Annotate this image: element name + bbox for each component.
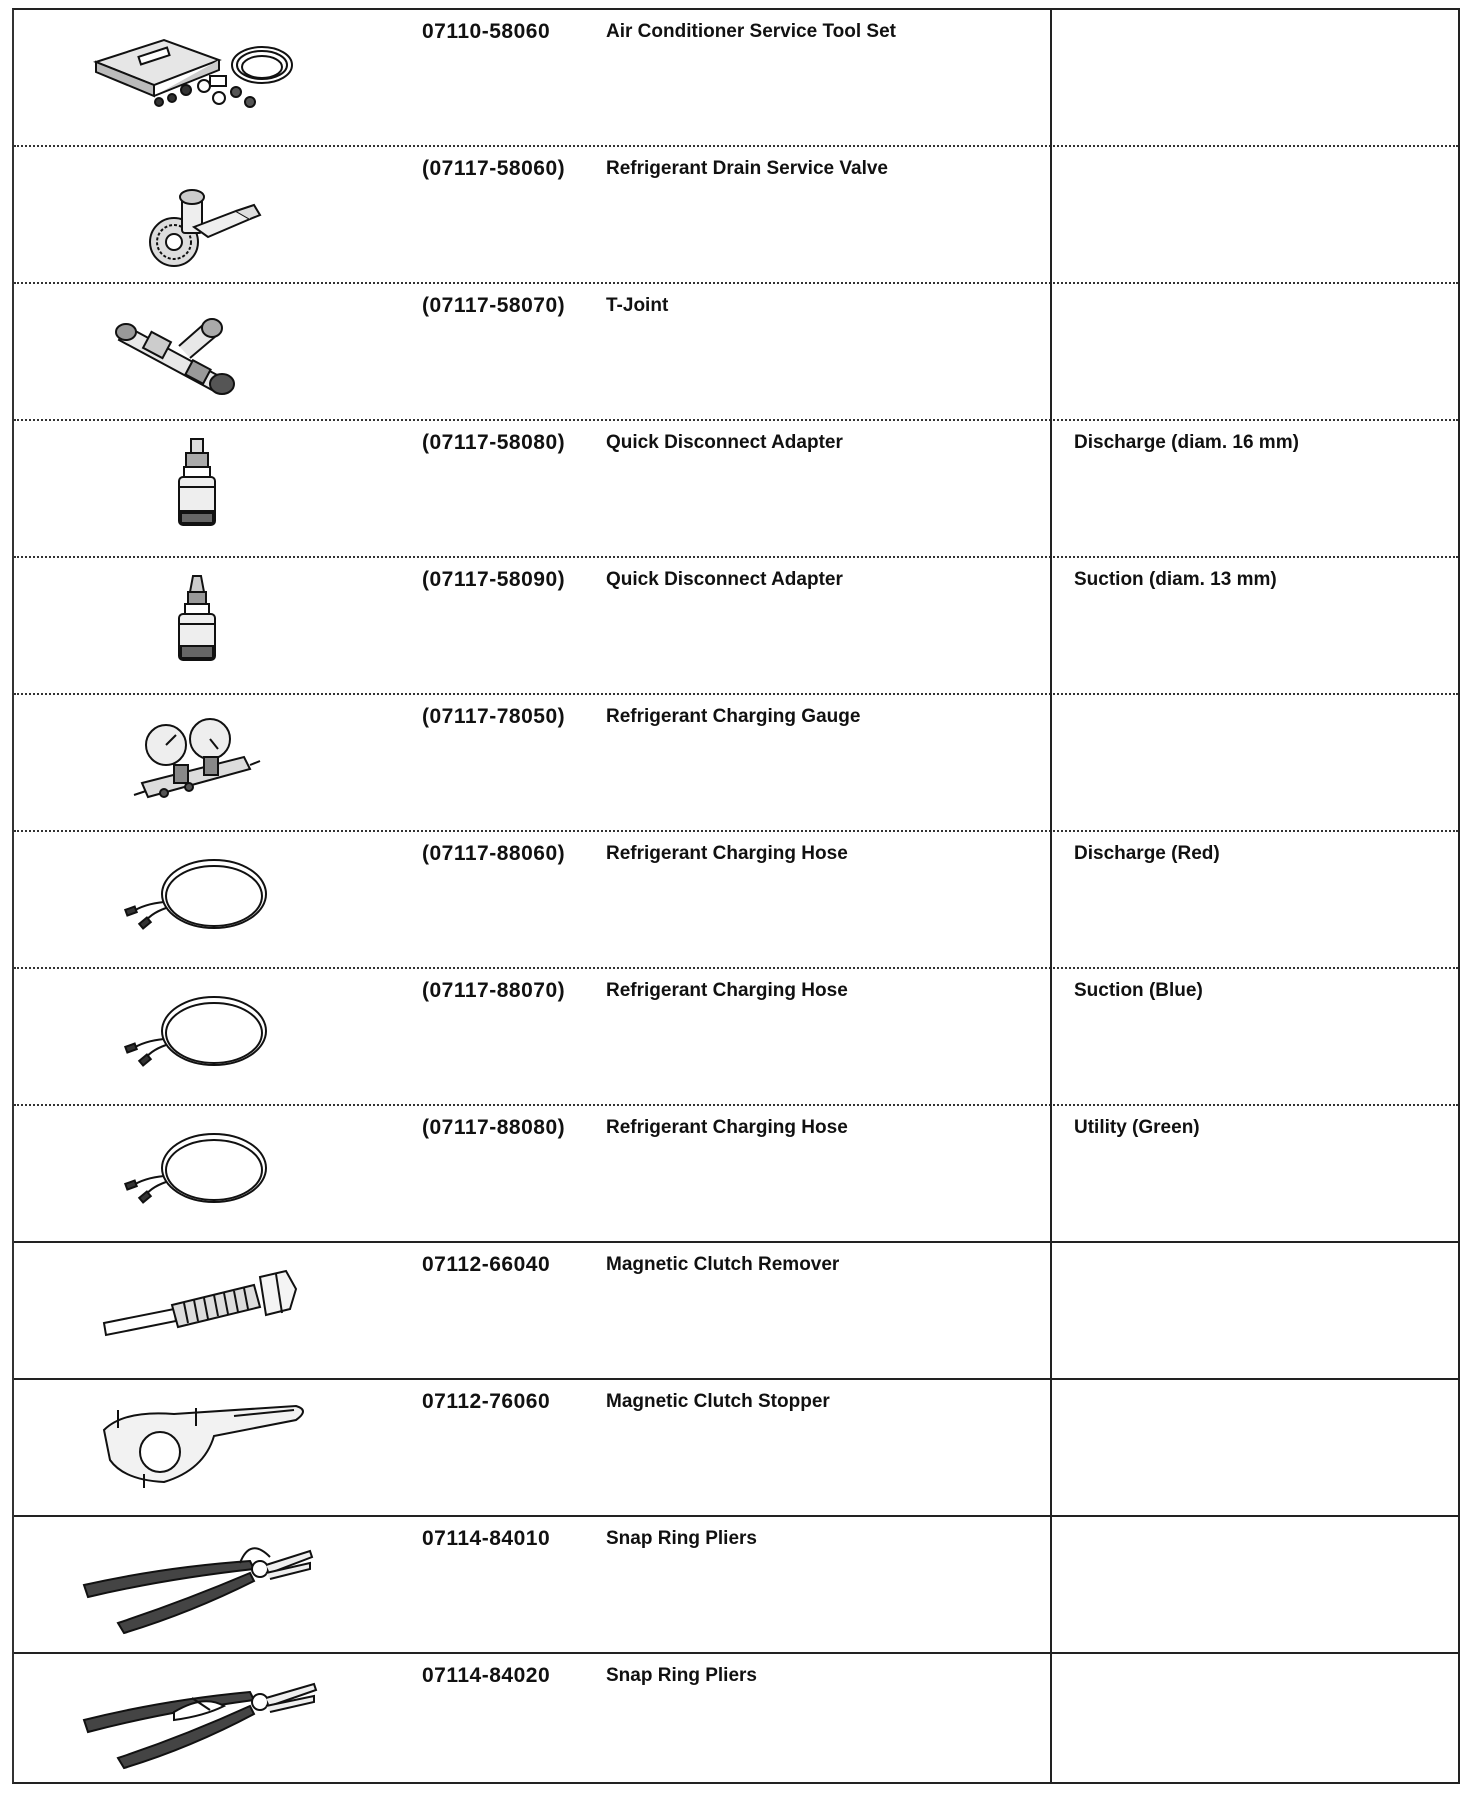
tool-row: [14, 1654, 1458, 1791]
tool-description: Quick Disconnect Adapter: [606, 432, 843, 453]
tool-row: [14, 832, 1458, 969]
tool-row: [14, 1243, 1458, 1380]
tool-description: Magnetic Clutch Remover: [606, 1254, 840, 1275]
part-number: 07114-84010: [422, 1527, 551, 1550]
t-joint-icon: [14, 284, 414, 421]
tool-row: [14, 1517, 1458, 1654]
tool-case-icon: [14, 10, 414, 147]
part-number: (07117-88070): [422, 979, 566, 1002]
tool-row: [14, 558, 1458, 695]
tool-row: [14, 147, 1458, 284]
part-number: (07117-88080): [422, 1116, 566, 1139]
clutch-stopper-icon: [14, 1380, 414, 1517]
part-number: (07117-88060): [422, 842, 566, 865]
tool-note: Suction (Blue): [1074, 980, 1203, 1001]
tool-description: Refrigerant Charging Gauge: [606, 706, 861, 727]
part-number: (07117-58070): [422, 294, 566, 317]
part-number: 07112-66040: [422, 1253, 551, 1276]
tool-description: Air Conditioner Service Tool Set: [606, 21, 896, 42]
tool-row: [14, 695, 1458, 832]
tool-row: [14, 969, 1458, 1106]
tool-row: [14, 421, 1458, 558]
adapter-icon: [14, 558, 414, 695]
tool-row: [14, 1106, 1458, 1243]
part-number: (07117-58080): [422, 431, 566, 454]
tool-row: [14, 10, 1458, 147]
part-number: (07117-78050): [422, 705, 566, 728]
tool-description: Refrigerant Drain Service Valve: [606, 158, 888, 179]
tool-row: [14, 284, 1458, 421]
tool-description: Snap Ring Pliers: [606, 1528, 757, 1549]
tool-description: Refrigerant Charging Hose: [606, 1117, 848, 1138]
tool-note: Discharge (diam. 16 mm): [1074, 432, 1299, 453]
tool-note: Discharge (Red): [1074, 843, 1220, 864]
tool-description: Magnetic Clutch Stopper: [606, 1391, 830, 1412]
tool-note: Utility (Green): [1074, 1117, 1200, 1138]
tool-note: Suction (diam. 13 mm): [1074, 569, 1277, 590]
hose-icon: [14, 832, 414, 969]
adapter-icon: [14, 421, 414, 558]
part-number: (07117-58060): [422, 157, 566, 180]
tool-description: Quick Disconnect Adapter: [606, 569, 843, 590]
part-number: 07114-84020: [422, 1664, 551, 1687]
snap-ring-pliers-icon: [14, 1654, 414, 1791]
tool-description: Refrigerant Charging Hose: [606, 843, 848, 864]
tool-description: Snap Ring Pliers: [606, 1665, 757, 1686]
hose-icon: [14, 969, 414, 1106]
hose-icon: [14, 1106, 414, 1243]
part-number: (07117-58090): [422, 568, 566, 591]
tool-row: [14, 1380, 1458, 1517]
part-number: 07112-76060: [422, 1390, 551, 1413]
tool-description: Refrigerant Charging Hose: [606, 980, 848, 1001]
drain-valve-icon: [14, 147, 414, 284]
part-number: 07110-58060: [422, 20, 551, 43]
clutch-remover-icon: [14, 1243, 414, 1380]
gauge-manifold-icon: [14, 695, 414, 832]
tool-table: [12, 8, 1460, 1784]
snap-ring-pliers-icon: [14, 1517, 414, 1654]
tool-description: T-Joint: [606, 295, 669, 316]
column-divider: [1050, 10, 1052, 1782]
